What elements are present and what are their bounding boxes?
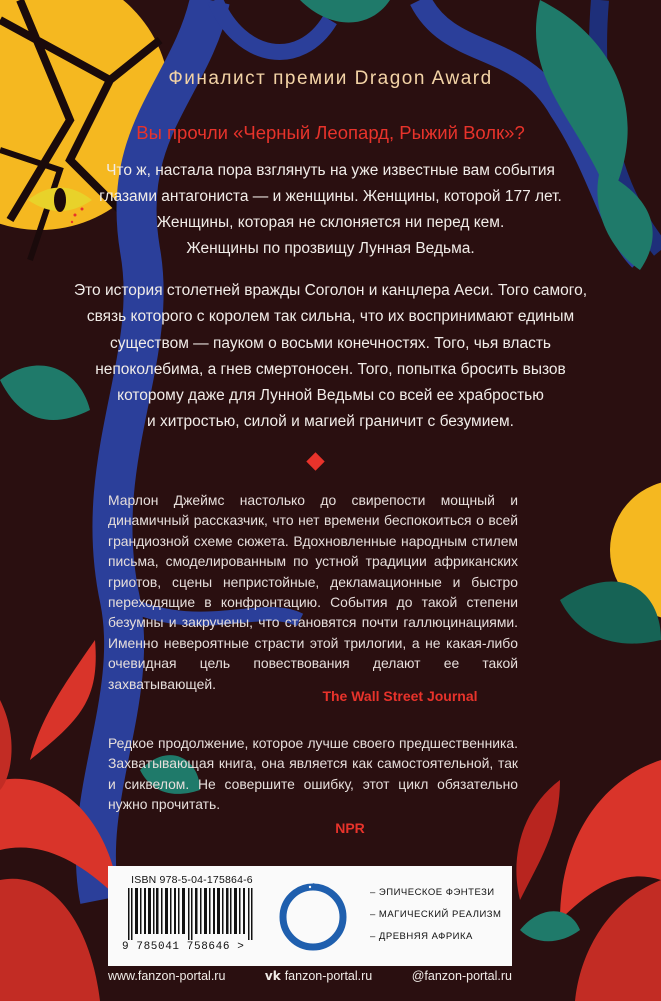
footer-links bbox=[108, 966, 512, 986]
vk-link[interactable] bbox=[265, 969, 372, 983]
intro-line: Женщины, которая не склоняется ни перед кем. bbox=[156, 214, 505, 231]
barcode-digits: 9 785041 758646 > bbox=[122, 941, 245, 953]
social-handle-link[interactable]: @fanzon-portal.ru bbox=[411, 969, 512, 983]
genre-list bbox=[370, 882, 510, 948]
genre-item: – ЭПИЧЕСКОЕ ФЭНТЕЗИ bbox=[370, 887, 495, 898]
story-line: существом — пауком о восьми конечностях. Того, чья власть bbox=[109, 334, 552, 352]
website-link[interactable]: www.fanzon-portal.ru bbox=[108, 969, 226, 983]
story-line: которому даже для Лунной Ведьмы со всей ее храбростью bbox=[117, 387, 544, 405]
vk-link-label: fanzon-portal.ru bbox=[284, 969, 373, 983]
intro-paragraph bbox=[90, 158, 571, 262]
intro-line: глазами антагониста — и женщины. Женщины, которой 177 лет. bbox=[99, 188, 562, 205]
intro-line: Что ж, настала пора взглянуть на уже известные вам события bbox=[106, 162, 555, 179]
review-wsj-source: The Wall Street Journal bbox=[322, 688, 478, 704]
award-line: Финалист премии Dragon Award bbox=[168, 68, 493, 89]
ouroboros-icon bbox=[276, 880, 350, 954]
story-line: связь которого с королем так сильна, что их воспринимают единым bbox=[86, 308, 575, 326]
review-npr-source: NPR bbox=[335, 820, 365, 836]
story-line: Это история столетней вражды Соголон и канцлера Аеси. Того самого, bbox=[73, 282, 588, 299]
genre-item: – ДРЕВНЯЯ АФРИКА bbox=[370, 931, 473, 942]
story-line: непоколебима, а гнев смертоносен. Того, попытка бросить вызов bbox=[95, 360, 566, 378]
review-npr-text: Редкое продолжение, которое лучше своего предшественника. Захватывающая книга, она является как самостоятельной, так и сиквелом. Не совершите ошибку, этот цикл обязательно нужно прочитать. bbox=[108, 735, 518, 813]
genre-item: – МАГИЧЕСКИЙ РЕАЛИЗМ bbox=[370, 909, 502, 920]
intro-line: Женщины по прозвищу Лунная Ведьма. bbox=[186, 240, 475, 257]
vk-icon: vk bbox=[264, 969, 281, 983]
diamond-divider-icon bbox=[306, 452, 324, 470]
barcode-icon bbox=[122, 888, 262, 940]
question-heading: Вы прочли «Черный Леопард, Рыжий Волк»? bbox=[136, 122, 525, 143]
isbn-label: ISBN 978-5-04-175864-6 bbox=[131, 874, 253, 886]
barcode-block bbox=[122, 874, 262, 960]
info-box bbox=[108, 866, 512, 966]
story-paragraph bbox=[40, 278, 621, 436]
review-wsj-text: Марлон Джеймс настолько до свирепости мощный и динамичный рассказчик, что нет времени беспокоиться о всей грандиозной схеме сюжета. Вдохновленные народным стилем письма, смоделированным по устной традиции африканских гриотов, сцены непристойные, декламационные и быстро переходящие в конфронтацию. События до такой степени безумны и закручены, что становятся почти галлюцинациями. Именно невероятные страсти этой трилогии, а не какая-либо очевидная цель повествования делают ее такой захватывающей. bbox=[108, 492, 518, 692]
story-line: и хитростью, силой и магией граничит с безумием. bbox=[147, 413, 514, 431]
